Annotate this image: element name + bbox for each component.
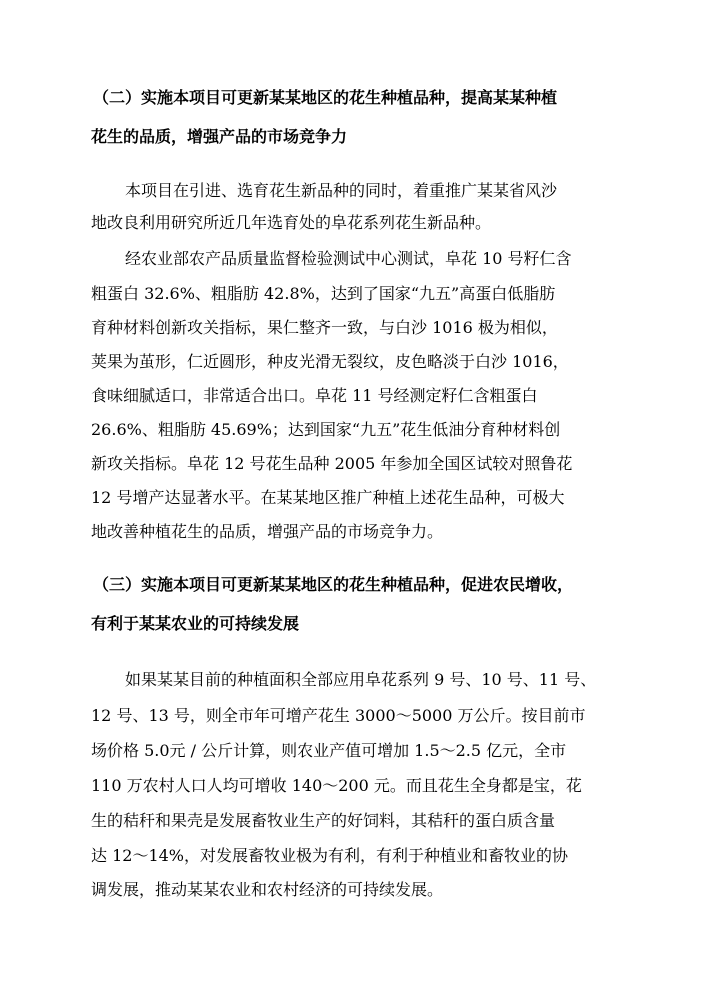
section-3-paragraph-1-line-6: 达 12～14%，对发展畜牧业极为有利，有利于种植业和畜牧业的协 bbox=[91, 846, 569, 865]
section-2-paragraph-2-line-7: 新攻关指标。阜花 12 号花生品种 2005 年参加全国区试较对照鲁花 bbox=[91, 454, 573, 473]
section-2-paragraph-2-line-5: 食味细腻适口，非常适合出口。阜花 11 号经测定籽仁含粗蛋白 bbox=[91, 386, 538, 405]
section-3-heading-line-1: （三）实施本项目可更新某某地区的花生种植品种，促进农民增收， bbox=[93, 575, 574, 594]
section-3-paragraph-1-line-3: 场价格 5.0元 / 公斤计算，则农业产值可增加 1.5～2.5 亿元，全市 bbox=[91, 741, 567, 760]
section-3-paragraph-1-line-2: 12 号、13 号，则全市年可增产花生 3000～5000 万公斤。按目前市 bbox=[91, 706, 586, 725]
section-3-heading-line-2: 有利于某某农业的可持续发展 bbox=[91, 614, 300, 633]
section-2-heading-line-2: 花生的品质，增强产品的市场竞争力 bbox=[91, 127, 348, 146]
section-2-paragraph-1-line-1: 本项目在引进、选育花生新品种的同时，着重推广某某省风沙 bbox=[125, 181, 558, 200]
section-3-paragraph-1-line-5: 生的秸秆和果壳是发展畜牧业生产的好饲料，其秸秆的蛋白质含量 bbox=[91, 811, 556, 830]
section-3-paragraph-1-line-7: 调发展，推动某某农业和农村经济的可持续发展。 bbox=[91, 880, 444, 899]
section-3-paragraph-1-line-4: 110 万农村人口人均可增收 140～200 元。而且花生全身都是宝，花 bbox=[91, 776, 582, 795]
section-2-heading-line-1: （二）实施本项目可更新某某地区的花生种植品种，提高某某种植 bbox=[93, 88, 558, 107]
section-3-paragraph-1-line-1: 如果某某目前的种植面积全部应用阜花系列 9 号、10 号、11 号、 bbox=[125, 670, 597, 689]
section-2-paragraph-1-line-2: 地改良利用研究所近几年选育处的阜花系列花生新品种。 bbox=[91, 213, 492, 232]
section-2-paragraph-2-line-4: 荚果为茧形，仁近圆形，种皮光滑无裂纹，皮色略淡于白沙 1016， bbox=[91, 352, 569, 371]
section-2-paragraph-2-line-6: 26.6%、粗脂肪 45.69%；达到国家“九五”花生低油分育种材料创 bbox=[91, 420, 561, 439]
section-2-paragraph-2-line-9: 地改善种植花生的品质，增强产品的市场竞争力。 bbox=[91, 522, 444, 541]
section-2-paragraph-2-line-8: 12 号增产达显著水平。在某某地区推广种植上述花生品种，可极大 bbox=[91, 488, 565, 507]
section-2-paragraph-2-line-3: 育种材料创新攻关指标，果仁整齐一致，与白沙 1016 极为相似， bbox=[91, 318, 558, 337]
section-2-paragraph-2-line-1: 经农业部农产品质量监督检验测试中心测试，阜花 10 号籽仁含 bbox=[125, 249, 572, 268]
section-2-paragraph-2-line-2: 粗蛋白 32.6%、粗脂肪 42.8%，达到了国家“九五”高蛋白低脂肪 bbox=[91, 284, 556, 303]
